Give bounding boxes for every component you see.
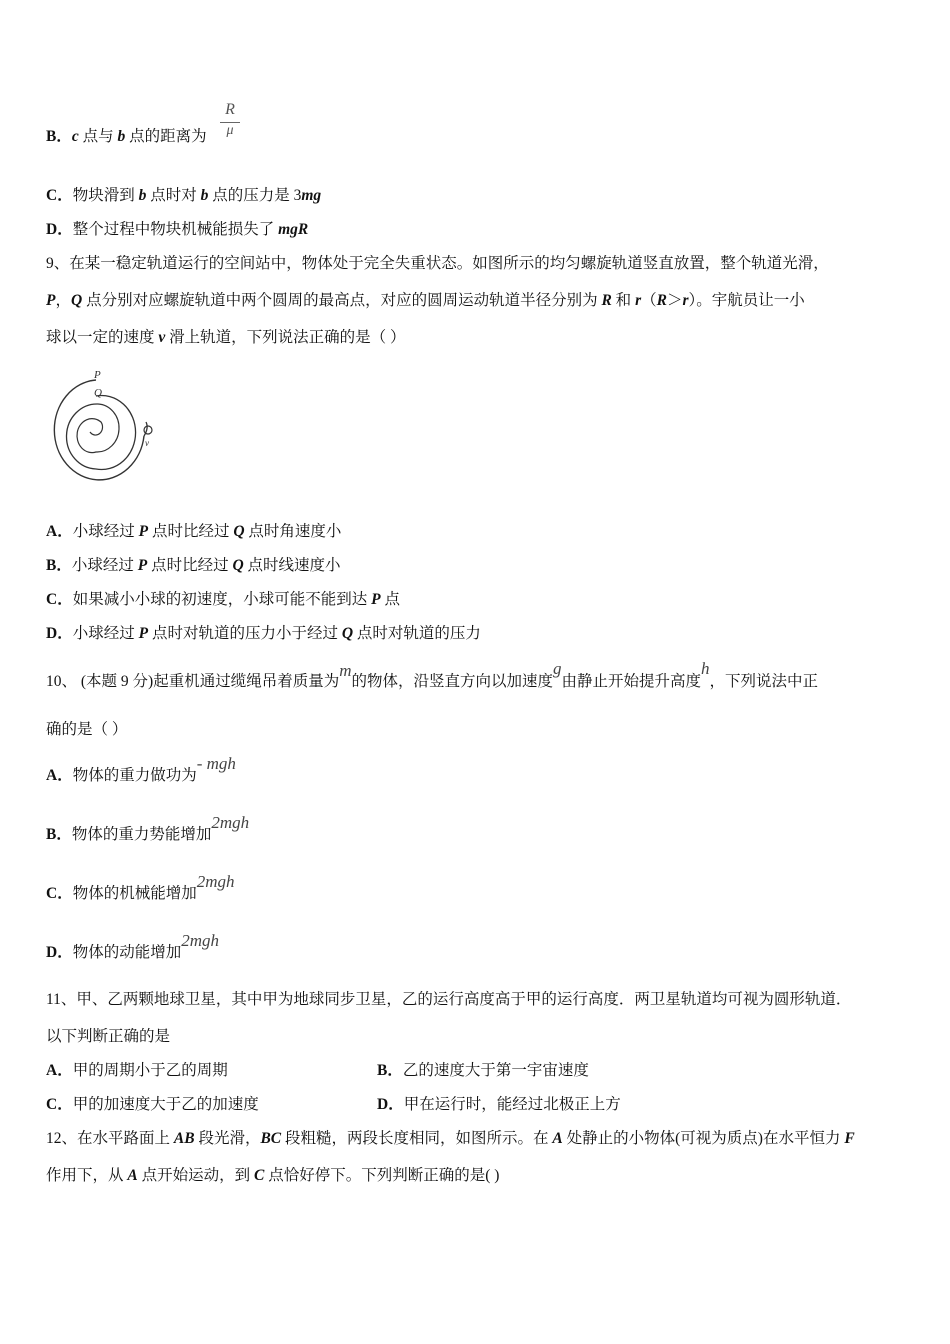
q10-option-c: C．物体的机械能增加2mgh — [46, 872, 235, 902]
q11-stem-line2: 以下判断正确的是 — [46, 1028, 171, 1045]
q10-stem-line1: 10、 (本题 9 分)起重机通过缆绳吊着质量为m的物体，沿竖直方向以加速度g由静止开始提升高度h，下列说法中正 — [46, 659, 819, 690]
q10-option-d: D．物体的动能增加2mgh — [46, 931, 219, 961]
q11-option-d: D．甲在运行时，能经过北极正上方 — [377, 1096, 621, 1113]
q8-fraction-r-over-mu: R μ — [218, 100, 242, 139]
q9-option-d: D．小球经过 P 点时对轨道的压力小于经过 Q 点时对轨道的压力 — [46, 625, 481, 642]
q12-stem-line1: 12、在水平路面上 AB 段光滑，BC 段粗糙，两段长度相同，如图所示。在 A 处静止的小物体(可视为质点)在水平恒力 F — [46, 1130, 855, 1147]
label-p: P — [94, 369, 101, 381]
q11-option-c: C．甲的加速度大于乙的加速度 — [46, 1096, 259, 1113]
q8-option-b: B．c 点与 b 点的距离为 — [46, 128, 207, 145]
q9-stem-line1: 9、在某一稳定轨道运行的空间站中，物体处于完全失重状态。如图所示的均匀螺旋轨道竖直放置，整个轨道光滑， — [46, 255, 829, 272]
q11-option-b: B．乙的速度大于第一宇宙速度 — [377, 1062, 589, 1079]
spiral-track-figure — [46, 366, 171, 494]
spiral-track-inner — [77, 404, 119, 453]
label-q: Q — [94, 387, 102, 399]
q10-option-a: A．物体的重力做功为- mgh — [46, 754, 236, 784]
q8-option-d: D．整个过程中物块机械能损失了 mgR — [46, 221, 309, 238]
q11-stem-line1: 11、甲、乙两颗地球卫星，其中甲为地球同步卫星，乙的运行高度高于甲的运行高度．两卫星轨道均可视为圆形轨道． — [46, 991, 852, 1008]
q8-option-c: C．物块滑到 b 点时对 b 点的压力是 3mg — [46, 187, 322, 204]
q10-option-b: B．物体的重力势能增加2mgh — [46, 813, 250, 843]
label-v: v — [145, 438, 149, 448]
q11-option-a: A．甲的周期小于乙的周期 — [46, 1062, 228, 1079]
q10-stem-line2: 确的是（ ） — [46, 721, 128, 738]
ball-marker — [144, 426, 152, 434]
q9-stem-line3: 球以一定的速度 v 滑上轨道，下列说法正确的是（ ） — [46, 329, 406, 346]
q9-option-a: A．小球经过 P 点时比经过 Q 点时角速度小 — [46, 523, 342, 540]
q12-stem-line2: 作用下，从 A 点开始运动，到 C 点恰好停下。下列判断正确的是( ) — [46, 1167, 500, 1184]
q9-stem-line2: P，Q 点分别对应螺旋轨道中两个圆周的最高点，对应的圆周运动轨道半径分别为 R 和 r（R＞r）。宇航员让一小 — [46, 292, 805, 309]
q9-option-c: C．如果减小小球的初速度，小球可能不能到达 P 点 — [46, 591, 400, 608]
q9-option-b: B．小球经过 P 点时比经过 Q 点时线速度小 — [46, 557, 341, 574]
